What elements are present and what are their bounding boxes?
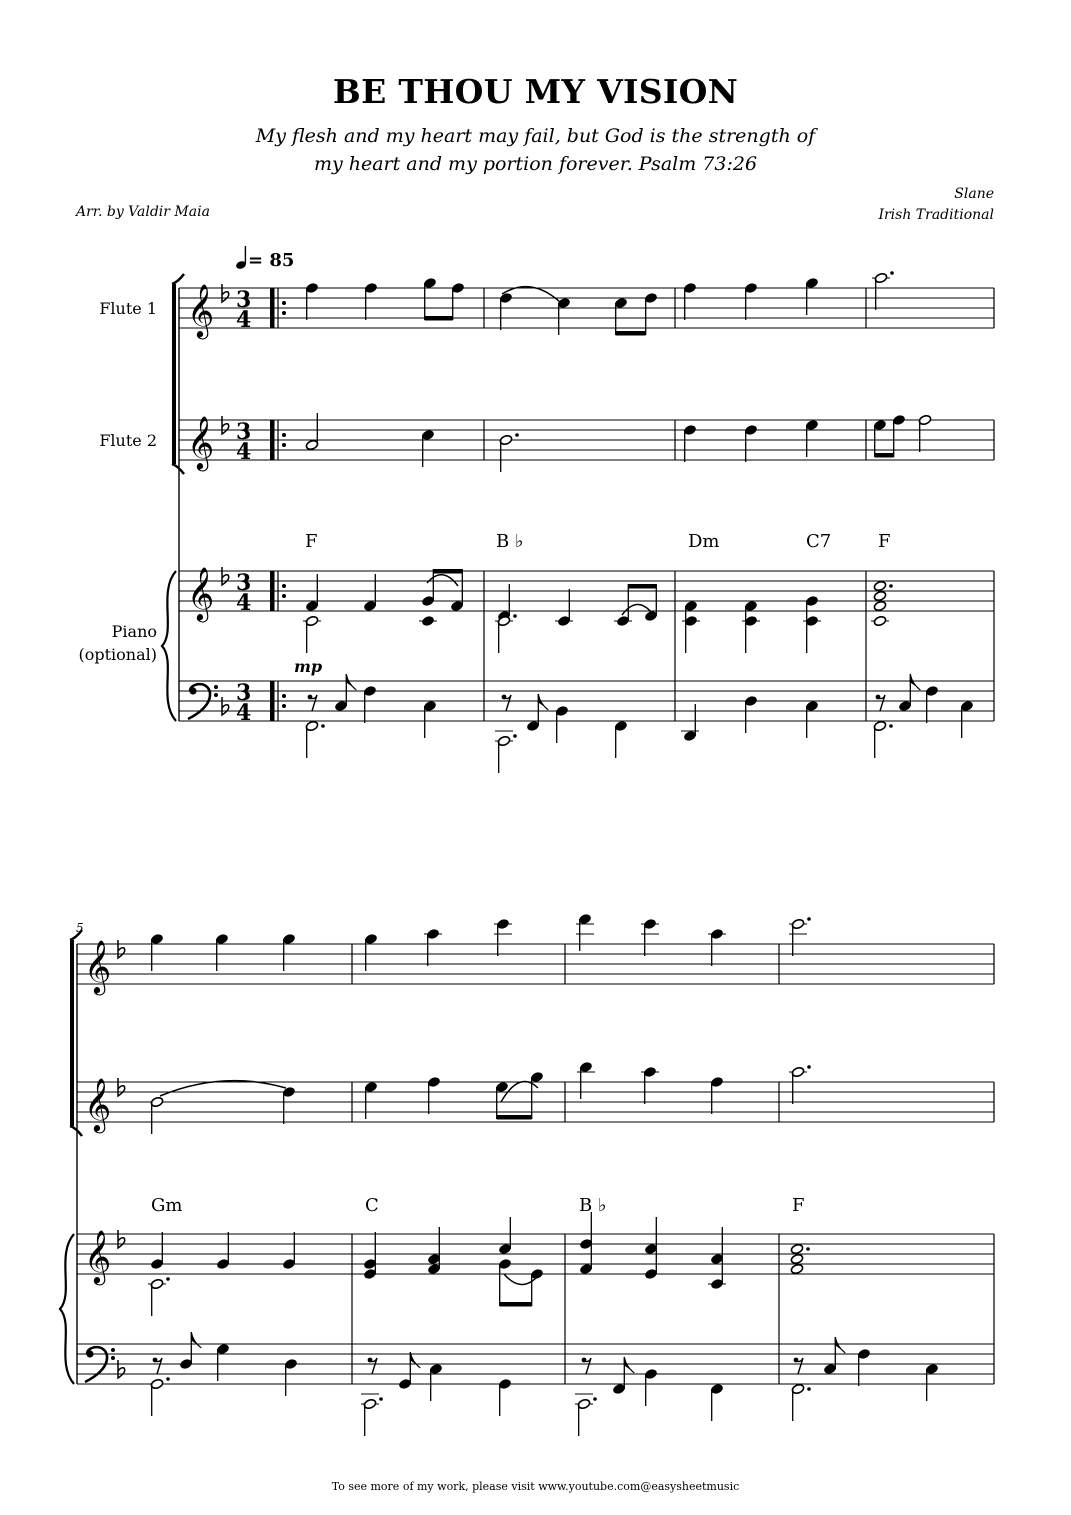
flat-icon — [222, 697, 229, 715]
treble-clef-icon: 𝄞 — [187, 283, 215, 337]
treble-clef-icon: 𝄞 — [84, 1229, 112, 1283]
tempo-value: = 85 — [248, 250, 295, 271]
chord-symbol: C7 — [806, 531, 832, 552]
dynamic-mp: mp — [294, 657, 323, 676]
flute-bracket — [172, 464, 184, 474]
dot — [807, 1387, 811, 1391]
time-signature: 3 — [236, 419, 252, 445]
flag — [191, 1332, 201, 1348]
repeat-dot — [282, 594, 286, 598]
dot — [807, 1065, 811, 1069]
repeat-dot — [282, 704, 286, 708]
piano-optional-label: (optional) — [78, 645, 157, 664]
dot — [166, 1377, 170, 1381]
dot — [889, 584, 893, 588]
treble-clef-icon: 𝄞 — [84, 1077, 112, 1131]
beam — [616, 331, 646, 336]
flat-icon — [222, 284, 229, 302]
flat-icon — [118, 1360, 125, 1378]
bass-clef-icon — [111, 1356, 115, 1360]
slur — [160, 1081, 286, 1096]
time-signature: 3 — [236, 287, 252, 313]
bass-clef-icon — [214, 685, 218, 689]
time-signature: 4 — [236, 307, 252, 333]
flute1-label: Flute 1 — [99, 299, 157, 318]
notehead — [873, 580, 887, 592]
bass-clef-icon — [189, 687, 196, 694]
notehead — [421, 615, 435, 627]
notehead — [873, 615, 887, 627]
flat-icon — [118, 940, 125, 958]
flute-bracket — [172, 274, 184, 284]
beam — [628, 584, 656, 589]
time-signature: 4 — [236, 590, 252, 616]
repeat-dot — [282, 311, 286, 315]
chord-symbol: C — [365, 1195, 379, 1216]
chord-symbol: F — [305, 531, 318, 552]
notehead — [790, 1263, 804, 1275]
chord-symbol: F — [878, 531, 891, 552]
flute-bracket — [70, 940, 74, 1126]
piano-brace — [162, 571, 176, 721]
repeat-dot — [282, 301, 286, 305]
dot — [513, 734, 517, 738]
time-signature: 4 — [236, 700, 252, 726]
repeat-barline — [270, 571, 275, 611]
bass-clef-icon — [214, 693, 218, 697]
chord-symbol: Dm — [688, 531, 720, 552]
beam — [497, 1115, 532, 1120]
footer-note: To see more of my work, please visit www.youtube.com@easysheetmusic — [331, 1480, 740, 1493]
flute-bracket — [70, 930, 82, 940]
bass-clef-icon — [111, 1348, 115, 1352]
notehead — [873, 590, 887, 602]
slur — [427, 575, 458, 586]
song-title: BE THOU MY VISION — [332, 72, 739, 111]
beam — [433, 569, 462, 574]
beam — [875, 453, 894, 458]
flag — [835, 1337, 845, 1353]
flat-icon — [118, 1230, 125, 1248]
flag — [624, 1357, 634, 1373]
flat-icon — [222, 416, 229, 434]
beam — [500, 1302, 532, 1307]
measure-number: 5 — [76, 921, 84, 935]
dot — [515, 433, 519, 437]
time-signature: 3 — [236, 570, 252, 596]
repeat-dot — [282, 584, 286, 588]
flat-icon — [118, 1078, 125, 1096]
chord-symbol: B ♭ — [579, 1195, 607, 1216]
chord-symbol: B ♭ — [496, 531, 524, 552]
dot — [166, 1277, 170, 1281]
flag — [538, 694, 548, 710]
repeat-dot — [282, 694, 286, 698]
repeat-barline — [270, 288, 275, 328]
repeat-dot — [282, 443, 286, 447]
flat-icon — [222, 567, 229, 585]
beam — [425, 316, 453, 321]
dot — [889, 724, 893, 728]
flag — [910, 674, 920, 690]
tune-name: Slane — [954, 186, 994, 202]
treble-clef-icon: 𝄞 — [187, 415, 215, 469]
dot — [379, 1397, 383, 1401]
composer-origin: Irish Traditional — [878, 207, 994, 223]
notehead — [873, 600, 887, 612]
chord-symbol: Gm — [151, 1195, 183, 1216]
time-signature: 4 — [236, 439, 252, 465]
dot — [890, 271, 894, 275]
treble-clef-icon: 𝄞 — [187, 566, 215, 620]
subtitle-line-1: My flesh and my heart may fail, but God is the strength of — [255, 125, 816, 147]
subtitle-line-2: my heart and my portion forever. Psalm 73:26 — [313, 153, 758, 175]
chord-symbol: F — [792, 1195, 805, 1216]
dot — [513, 614, 517, 618]
dot — [807, 917, 811, 921]
piano-brace — [60, 1234, 74, 1384]
flute2-label: Flute 2 — [99, 431, 157, 450]
treble-clef-icon: 𝄞 — [84, 939, 112, 993]
notehead — [790, 1243, 804, 1255]
flag — [346, 674, 356, 690]
time-signature: 3 — [236, 680, 252, 706]
repeat-barline — [270, 420, 275, 460]
arranger-credit: Arr. by Valdir Maia — [76, 204, 210, 220]
dot — [806, 1247, 810, 1251]
repeat-barline — [270, 681, 275, 721]
repeat-dot — [282, 433, 286, 437]
bass-clef-icon — [86, 1350, 93, 1357]
flute-bracket — [172, 284, 176, 464]
dot — [321, 724, 325, 728]
piano-label: Piano — [111, 622, 157, 641]
notehead — [790, 1253, 804, 1265]
flute-bracket — [70, 1126, 82, 1136]
dot — [593, 1397, 597, 1401]
